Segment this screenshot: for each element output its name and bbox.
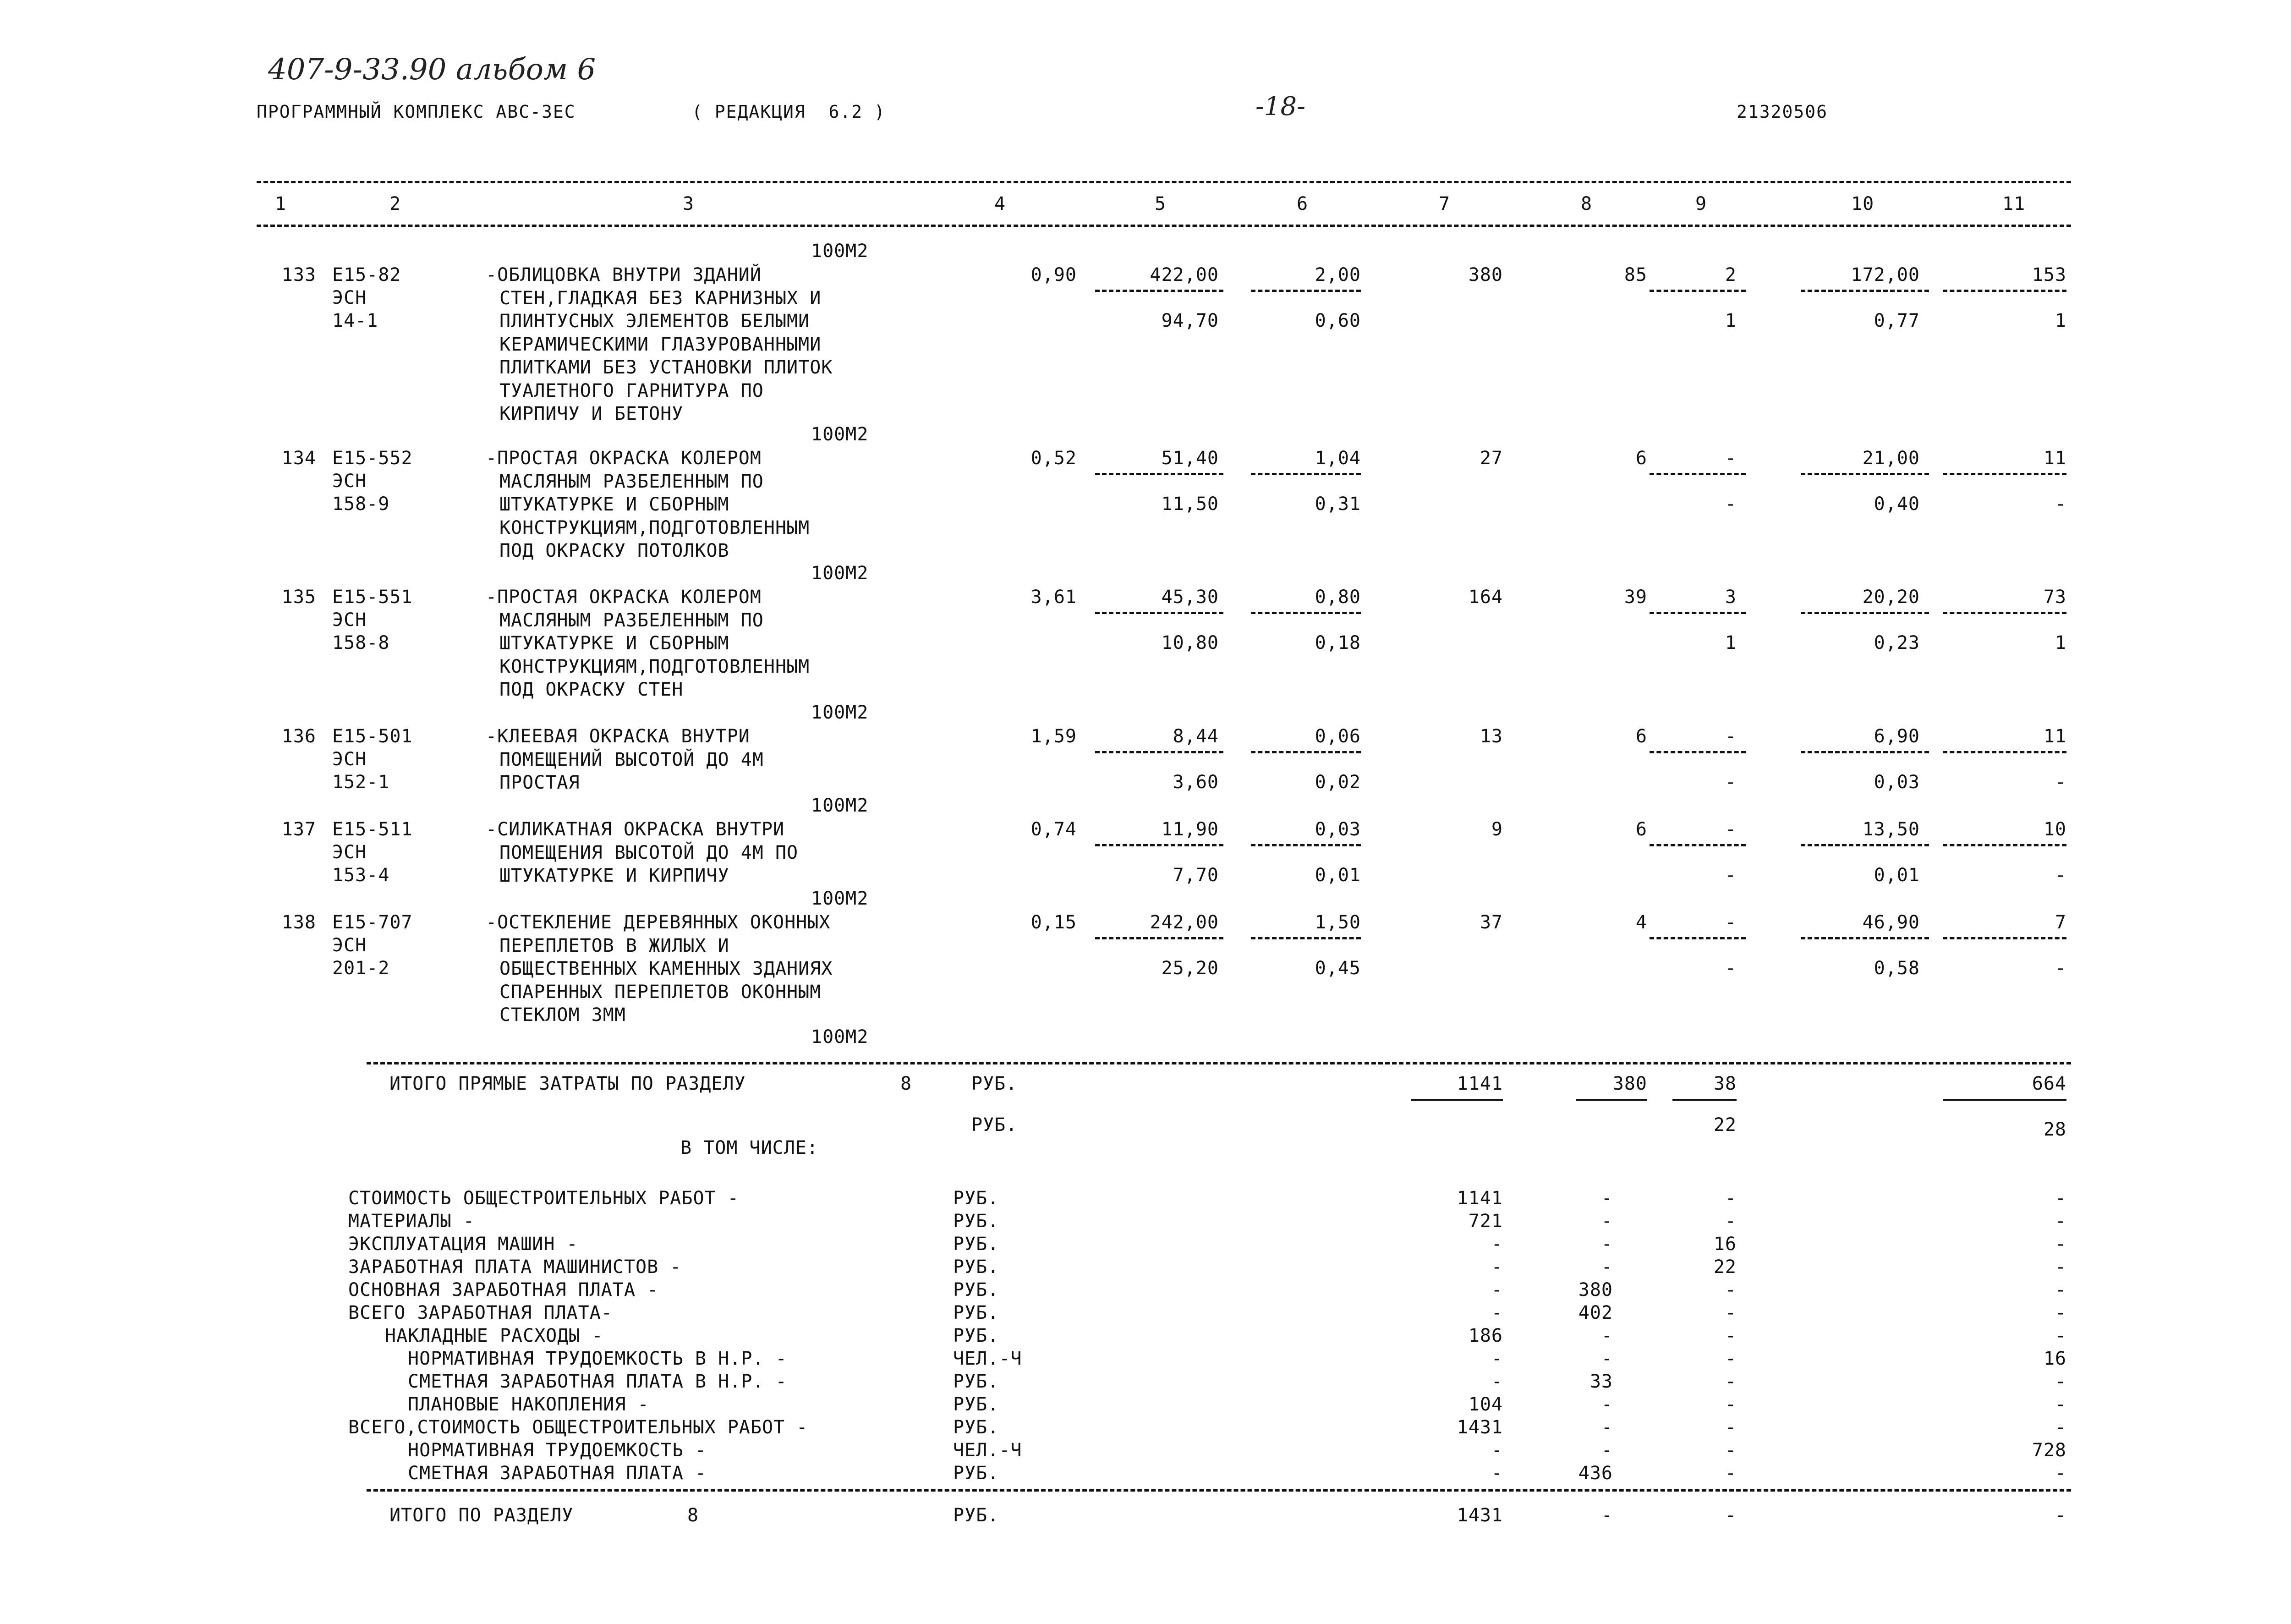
- summary-label: СМЕТНАЯ ЗАРАБОТНАЯ ПЛАТА -: [408, 1463, 707, 1484]
- row-ref: 152-1: [332, 772, 390, 793]
- row-c8: 6: [1635, 448, 1647, 469]
- summary-unit: РУБ.: [953, 1188, 999, 1209]
- total-direct-c8: 380: [1612, 1073, 1647, 1094]
- row-c8: 39: [1624, 587, 1647, 608]
- row-number: 134: [281, 448, 316, 469]
- row-c7: 27: [1480, 448, 1503, 469]
- row-c11: 153: [2032, 264, 2066, 285]
- row-c10: 6,90: [1874, 726, 1920, 747]
- section-total-section: 8: [687, 1505, 699, 1526]
- row-ref: 158-9: [332, 494, 390, 515]
- row-c9b: -: [1725, 494, 1737, 515]
- row-c10: 20,20: [1862, 587, 1920, 608]
- summary-c11: -: [2055, 1325, 2066, 1346]
- summary-c9: 16: [1713, 1234, 1737, 1255]
- total-underline-c8: [1576, 1099, 1647, 1101]
- column-header-6: 6: [1297, 193, 1309, 214]
- row-description-line: СТЕН,ГЛАДКАЯ БЕЗ КАРНИЗНЫХ И: [499, 287, 822, 309]
- row-ref: 201-2: [332, 958, 390, 979]
- summary-label: ПЛАНОВЫЕ НАКОПЛЕНИЯ -: [408, 1394, 649, 1415]
- row-code: Е15-551: [332, 587, 413, 608]
- summary-c8: 402: [1578, 1302, 1613, 1323]
- row-description-line: -ОБЛИЦОВКА ВНУТРИ ЗДАНИЙ: [486, 264, 762, 285]
- value-underline: [1943, 751, 2066, 753]
- value-underline: [1943, 612, 2066, 614]
- row-code: Е15-82: [332, 264, 401, 285]
- row-c4: 3,61: [1030, 587, 1077, 608]
- summary-unit: РУБ.: [953, 1371, 999, 1392]
- row-c9: -: [1725, 819, 1737, 840]
- summary-c11: -: [2055, 1394, 2066, 1415]
- summary-c11: -: [2055, 1234, 2066, 1255]
- summary-c11: -: [2055, 1211, 2066, 1232]
- value-underline: [1650, 751, 1746, 753]
- row-c9: 2: [1725, 264, 1737, 285]
- summary-c9: -: [1725, 1371, 1737, 1392]
- row-description-line: -КЛЕЕВАЯ ОКРАСКА ВНУТРИ: [486, 726, 750, 747]
- unit-label: 100М2: [811, 888, 869, 909]
- summary-label: ВСЕГО,СТОИМОСТЬ ОБЩЕСТРОИТЕЛЬНЫХ РАБОТ -: [348, 1417, 808, 1438]
- value-underline: [1943, 290, 2066, 292]
- row-c9: -: [1725, 726, 1737, 747]
- row-ref: 158-8: [332, 632, 390, 653]
- summary-c9: -: [1725, 1440, 1737, 1461]
- summary-label: ОСНОВНАЯ ЗАРАБОТНАЯ ПЛАТА -: [348, 1279, 659, 1300]
- row-c7: 164: [1468, 587, 1503, 608]
- row-description-line: -СИЛИКАТНАЯ ОКРАСКА ВНУТРИ: [486, 819, 785, 840]
- summary-c9: -: [1725, 1302, 1737, 1323]
- row-description-line: ШТУКАТУРКЕ И КИРПИЧУ: [499, 865, 729, 886]
- summary-unit: ЧЕЛ.-Ч: [953, 1348, 1022, 1369]
- row-source: ЭСН: [332, 842, 367, 863]
- row-description-line: МАСЛЯНЫМ РАЗБЕЛЕННЫМ ПО: [499, 471, 764, 492]
- row-c5: 45,30: [1161, 587, 1219, 608]
- row-c6: 1,50: [1315, 912, 1361, 933]
- summary-unit: РУБ.: [953, 1234, 999, 1255]
- edition-label: ( РЕДАКЦИЯ 6.2 ): [692, 102, 886, 122]
- row-description-line: СТЕКЛОМ 3ММ: [499, 1004, 626, 1026]
- row-c5b: 11,50: [1161, 494, 1219, 515]
- value-underline: [1251, 844, 1361, 846]
- row-c6b: 0,31: [1315, 494, 1361, 515]
- row-c5b: 10,80: [1161, 632, 1219, 653]
- summary-c9: -: [1725, 1394, 1737, 1415]
- row-description-line: ПЛИТКАМИ БЕЗ УСТАНОВКИ ПЛИТОК: [499, 357, 833, 378]
- section-total-c8: -: [1601, 1505, 1613, 1526]
- summary-c8: -: [1601, 1394, 1613, 1415]
- section-total-unit: РУБ.: [953, 1505, 999, 1526]
- row-description-line: ТУАЛЕТНОГО ГАРНИТУРА ПО: [499, 380, 764, 401]
- row-c5: 11,90: [1161, 819, 1219, 840]
- row-c6: 1,04: [1315, 448, 1361, 469]
- summary-c11: -: [2055, 1463, 2066, 1484]
- row-c9b: -: [1725, 958, 1737, 979]
- table-header-rule: [257, 225, 2071, 227]
- row-number: 135: [281, 587, 316, 608]
- row-c9b: 1: [1725, 310, 1737, 331]
- row-c5b: 7,70: [1173, 865, 1219, 886]
- row-description-line: СПАРЕННЫХ ПЕРЕПЛЕТОВ ОКОННЫМ: [499, 981, 822, 1003]
- row-c6: 0,80: [1315, 587, 1361, 608]
- summary-label: ВСЕГО ЗАРАБОТНАЯ ПЛАТА-: [348, 1302, 613, 1323]
- row-c7: 13: [1480, 726, 1503, 747]
- row-description-line: ПОМЕЩЕНИЯ ВЫСОТОЙ ДО 4М ПО: [499, 842, 799, 863]
- value-underline: [1943, 844, 2066, 846]
- total-direct-c11b: 28: [2043, 1119, 2066, 1140]
- row-source: ЭСН: [332, 749, 367, 770]
- summary-c9: 22: [1713, 1256, 1737, 1278]
- summary-label: СМЕТНАЯ ЗАРАБОТНАЯ ПЛАТА В Н.Р. -: [408, 1371, 787, 1392]
- summary-c8: -: [1601, 1440, 1613, 1461]
- program-title: ПРОГРАММНЫЙ КОМПЛЕКС АВС-3ЕС: [257, 102, 576, 122]
- row-c5: 51,40: [1161, 448, 1219, 469]
- value-underline: [1801, 473, 1929, 475]
- section-total-c7: 1431: [1457, 1505, 1503, 1526]
- row-c9b: -: [1725, 865, 1737, 886]
- summary-label: НОРМАТИВНАЯ ТРУДОЕМКОСТЬ -: [408, 1440, 707, 1461]
- total-direct-section: 8: [900, 1073, 912, 1094]
- row-description-line: ПОМЕЩЕНИЙ ВЫСОТОЙ ДО 4М: [499, 749, 764, 770]
- row-description-line: -ПРОСТАЯ ОКРАСКА КОЛЕРОМ: [486, 448, 762, 469]
- row-c10b: 0,01: [1874, 865, 1920, 886]
- value-underline: [1650, 612, 1746, 614]
- row-c11b: -: [2055, 865, 2066, 886]
- summary-unit: РУБ.: [953, 1463, 999, 1484]
- summary-c7: 721: [1468, 1211, 1503, 1232]
- row-c4: 1,59: [1030, 726, 1077, 747]
- section-total-c11: -: [2055, 1505, 2066, 1526]
- summary-c11: -: [2055, 1302, 2066, 1323]
- row-description-line: -ПРОСТАЯ ОКРАСКА КОЛЕРОМ: [486, 587, 762, 608]
- table-top-rule: [257, 181, 2071, 183]
- column-header-3: 3: [683, 193, 695, 214]
- total-direct-c11: 664: [2032, 1073, 2066, 1094]
- row-description-line: ОБЩЕСТВЕННЫХ КАМЕННЫХ ЗДАНИЯХ: [499, 958, 833, 979]
- summary-c7: 1431: [1457, 1417, 1503, 1438]
- row-c5: 8,44: [1173, 726, 1219, 747]
- total-underline-c9: [1672, 1099, 1737, 1101]
- row-c9b: 1: [1725, 632, 1737, 653]
- row-c5b: 3,60: [1173, 772, 1219, 793]
- row-c9: 3: [1725, 587, 1737, 608]
- value-underline: [1801, 612, 1929, 614]
- summary-c11: -: [2055, 1279, 2066, 1300]
- row-c11b: 1: [2055, 310, 2066, 331]
- summary-c11: -: [2055, 1417, 2066, 1438]
- row-source: ЭСН: [332, 935, 367, 956]
- value-underline: [1943, 937, 2066, 939]
- summary-label: НАКЛАДНЫЕ РАСХОДЫ -: [385, 1325, 603, 1346]
- summary-unit: РУБ.: [953, 1417, 999, 1438]
- row-c6b: 0,45: [1315, 958, 1361, 979]
- row-description-line: ПЛИНТУСНЫХ ЭЛЕМЕНТОВ БЕЛЫМИ: [499, 311, 810, 332]
- row-number: 133: [281, 264, 316, 285]
- section-total-rule: [367, 1489, 2071, 1492]
- last-unit-label: 100М2: [811, 1026, 869, 1048]
- row-code: Е15-707: [332, 912, 413, 933]
- value-underline: [1095, 751, 1223, 753]
- row-c6: 0,03: [1315, 819, 1361, 840]
- total-direct-unit: РУБ.: [971, 1073, 1018, 1094]
- summary-c7: 186: [1468, 1325, 1503, 1346]
- row-c10: 172,00: [1851, 264, 1920, 285]
- row-c10: 21,00: [1862, 448, 1920, 469]
- row-c8: 85: [1624, 264, 1647, 285]
- summary-c7: -: [1491, 1463, 1503, 1484]
- summary-c7: -: [1491, 1302, 1503, 1323]
- value-underline: [1095, 937, 1223, 939]
- row-description-line: ШТУКАТУРКЕ И СБОРНЫМ: [499, 494, 729, 515]
- summary-c7: -: [1491, 1348, 1503, 1369]
- summary-unit: РУБ.: [953, 1302, 999, 1323]
- unit-label: 100М2: [811, 795, 869, 816]
- value-underline: [1095, 473, 1223, 475]
- summary-c8: 436: [1578, 1463, 1613, 1484]
- handwritten-note: 407-9-33.90 альбом 6: [268, 53, 596, 87]
- value-underline: [1650, 937, 1746, 939]
- summary-c8: -: [1601, 1348, 1613, 1369]
- doc-code: 21320506: [1737, 102, 1828, 122]
- row-c10b: 0,03: [1874, 772, 1920, 793]
- value-underline: [1801, 844, 1929, 846]
- summary-c9: -: [1725, 1188, 1737, 1209]
- row-description-line: ПОД ОКРАСКУ ПОТОЛКОВ: [499, 540, 729, 561]
- row-c11b: -: [2055, 494, 2066, 515]
- value-underline: [1251, 937, 1361, 939]
- row-description-line: МАСЛЯНЫМ РАЗБЕЛЕННЫМ ПО: [499, 609, 764, 631]
- row-c8: 6: [1635, 726, 1647, 747]
- column-header-11: 11: [2002, 193, 2026, 214]
- row-c7: 9: [1491, 819, 1503, 840]
- total-underline-c7: [1411, 1099, 1503, 1101]
- row-ref: 14-1: [332, 310, 378, 331]
- total-underline-c11: [1943, 1099, 2066, 1101]
- summary-c8: -: [1601, 1234, 1613, 1255]
- row-source: ЭСН: [332, 287, 367, 308]
- totals-top-rule: [367, 1062, 2071, 1064]
- unit-label: 100М2: [811, 424, 869, 445]
- summary-c11: -: [2055, 1371, 2066, 1392]
- row-c11: 73: [2043, 587, 2066, 608]
- page-number: -18-: [1255, 92, 1306, 121]
- section-total-c9: -: [1725, 1505, 1737, 1526]
- summary-c7: -: [1491, 1371, 1503, 1392]
- summary-c8: -: [1601, 1188, 1613, 1209]
- row-source: ЭСН: [332, 609, 367, 631]
- row-c6: 0,06: [1315, 726, 1361, 747]
- row-c10b: 0,40: [1874, 494, 1920, 515]
- value-underline: [1251, 473, 1361, 475]
- summary-c11: 728: [2032, 1440, 2066, 1461]
- row-description-line: КОНСТРУКЦИЯМ,ПОДГОТОВЛЕННЫМ: [499, 517, 810, 538]
- value-underline: [1801, 937, 1929, 939]
- value-underline: [1801, 751, 1929, 753]
- row-c11b: -: [2055, 958, 2066, 979]
- unit-label: 100М2: [811, 563, 869, 584]
- summary-c9: -: [1725, 1463, 1737, 1484]
- row-c11b: -: [2055, 772, 2066, 793]
- summary-c7: -: [1491, 1279, 1503, 1300]
- column-header-5: 5: [1155, 193, 1167, 214]
- value-underline: [1650, 473, 1746, 475]
- summary-c7: 104: [1468, 1394, 1503, 1415]
- summary-c8: -: [1601, 1417, 1613, 1438]
- value-underline: [1943, 473, 2066, 475]
- summary-c8: 380: [1578, 1279, 1613, 1300]
- summary-c7: 1141: [1457, 1188, 1503, 1209]
- column-header-4: 4: [994, 193, 1006, 214]
- row-c4: 0,90: [1030, 264, 1077, 285]
- row-c9: -: [1725, 448, 1737, 469]
- summary-c9: -: [1725, 1325, 1737, 1346]
- row-c10: 46,90: [1862, 912, 1920, 933]
- value-underline: [1095, 612, 1223, 614]
- summary-c7: -: [1491, 1440, 1503, 1461]
- row-c5b: 25,20: [1161, 958, 1219, 979]
- summary-unit: РУБ.: [953, 1256, 999, 1278]
- row-description-line: ПРОСТАЯ: [499, 772, 580, 793]
- row-description-line: ШТУКАТУРКЕ И СБОРНЫМ: [499, 633, 729, 654]
- summary-c8: -: [1601, 1325, 1613, 1346]
- row-c4: 0,15: [1030, 912, 1077, 933]
- row-number: 136: [281, 726, 316, 747]
- row-description-line: -ОСТЕКЛЕНИЕ ДЕРЕВЯННЫХ ОКОННЫХ: [486, 912, 831, 933]
- row-number: 137: [281, 819, 316, 840]
- unit-label: 100М2: [811, 702, 869, 723]
- row-c7: 37: [1480, 912, 1503, 933]
- row-c11b: 1: [2055, 632, 2066, 653]
- row-c10b: 0,23: [1874, 632, 1920, 653]
- total-direct-unit-2: РУБ.: [971, 1114, 1018, 1136]
- column-header-7: 7: [1439, 193, 1451, 214]
- row-description-line: ПЕРЕПЛЕТОВ В ЖИЛЫХ И: [499, 935, 729, 956]
- row-c10: 13,50: [1862, 819, 1920, 840]
- summary-unit: РУБ.: [953, 1325, 999, 1346]
- total-direct-c9: 38: [1713, 1073, 1737, 1094]
- total-direct-label: ИТОГО ПРЯМЫЕ ЗАТРАТЫ ПО РАЗДЕЛУ: [389, 1073, 746, 1094]
- value-underline: [1251, 751, 1361, 753]
- row-c11: 11: [2043, 726, 2066, 747]
- row-c11: 11: [2043, 448, 2066, 469]
- row-description-line: КОНСТРУКЦИЯМ,ПОДГОТОВЛЕННЫМ: [499, 656, 810, 677]
- row-c9b: -: [1725, 772, 1737, 793]
- summary-label: СТОИМОСТЬ ОБЩЕСТРОИТЕЛЬНЫХ РАБОТ -: [348, 1188, 739, 1209]
- row-description-line: ПОД ОКРАСКУ СТЕН: [499, 679, 684, 700]
- value-underline: [1251, 290, 1361, 292]
- row-ref: 153-4: [332, 865, 390, 886]
- summary-unit: РУБ.: [953, 1394, 999, 1415]
- row-c5b: 94,70: [1161, 310, 1219, 331]
- column-header-8: 8: [1581, 193, 1593, 214]
- row-c8: 6: [1635, 819, 1647, 840]
- summary-unit: РУБ.: [953, 1211, 999, 1232]
- value-underline: [1801, 290, 1929, 292]
- total-direct-c7: 1141: [1457, 1073, 1503, 1094]
- value-underline: [1650, 844, 1746, 846]
- row-c11: 7: [2055, 912, 2066, 933]
- including-label: В ТОМ ЧИСЛЕ:: [680, 1137, 818, 1158]
- row-code: Е15-511: [332, 819, 413, 840]
- row-c6b: 0,02: [1315, 772, 1361, 793]
- section-total-label: ИТОГО ПО РАЗДЕЛУ: [389, 1505, 574, 1526]
- summary-c9: -: [1725, 1348, 1737, 1369]
- summary-label: ЭКСПЛУАТАЦИЯ МАШИН -: [348, 1234, 578, 1255]
- summary-unit: ЧЕЛ.-Ч: [953, 1440, 1022, 1461]
- row-c6b: 0,18: [1315, 632, 1361, 653]
- summary-label: НОРМАТИВНАЯ ТРУДОЕМКОСТЬ В Н.Р. -: [408, 1348, 787, 1369]
- column-header-10: 10: [1851, 193, 1874, 214]
- summary-unit: РУБ.: [953, 1279, 999, 1300]
- summary-c11: 16: [2043, 1348, 2066, 1369]
- unit-label: 100М2: [811, 241, 869, 262]
- row-description-line: КИРПИЧУ И БЕТОНУ: [499, 403, 684, 424]
- summary-c11: -: [2055, 1256, 2066, 1278]
- summary-c8: 33: [1589, 1371, 1613, 1392]
- row-c5: 422,00: [1150, 264, 1219, 285]
- total-direct-c9b: 22: [1713, 1114, 1737, 1136]
- summary-c9: -: [1725, 1279, 1737, 1300]
- row-c11: 10: [2043, 819, 2066, 840]
- row-c7: 380: [1468, 264, 1503, 285]
- summary-c7: -: [1491, 1256, 1503, 1278]
- row-source: ЭСН: [332, 471, 367, 492]
- summary-c8: -: [1601, 1256, 1613, 1278]
- summary-label: МАТЕРИАЛЫ -: [348, 1211, 475, 1232]
- column-header-9: 9: [1695, 193, 1707, 214]
- summary-c11: -: [2055, 1188, 2066, 1209]
- summary-c8: -: [1601, 1211, 1613, 1232]
- row-c6b: 0,60: [1315, 310, 1361, 331]
- summary-label: ЗАРАБОТНАЯ ПЛАТА МАШИНИСТОВ -: [348, 1256, 682, 1278]
- row-c5: 242,00: [1150, 912, 1219, 933]
- row-c6: 2,00: [1315, 264, 1361, 285]
- column-header-1: 1: [275, 193, 287, 214]
- summary-c9: -: [1725, 1417, 1737, 1438]
- value-underline: [1650, 290, 1746, 292]
- value-underline: [1095, 290, 1223, 292]
- summary-c9: -: [1725, 1211, 1737, 1232]
- row-c6b: 0,01: [1315, 865, 1361, 886]
- row-c10b: 0,77: [1874, 310, 1920, 331]
- column-header-2: 2: [389, 193, 401, 214]
- value-underline: [1251, 612, 1361, 614]
- row-c8: 4: [1635, 912, 1647, 933]
- summary-c7: -: [1491, 1234, 1503, 1255]
- row-code: Е15-552: [332, 448, 413, 469]
- row-c10b: 0,58: [1874, 958, 1920, 979]
- row-c4: 0,74: [1030, 819, 1077, 840]
- row-number: 138: [281, 912, 316, 933]
- row-c4: 0,52: [1030, 448, 1077, 469]
- row-c9: -: [1725, 912, 1737, 933]
- value-underline: [1095, 844, 1223, 846]
- row-code: Е15-501: [332, 726, 413, 747]
- row-description-line: КЕРАМИЧЕСКИМИ ГЛАЗУРОВАННЫМИ: [499, 334, 822, 355]
